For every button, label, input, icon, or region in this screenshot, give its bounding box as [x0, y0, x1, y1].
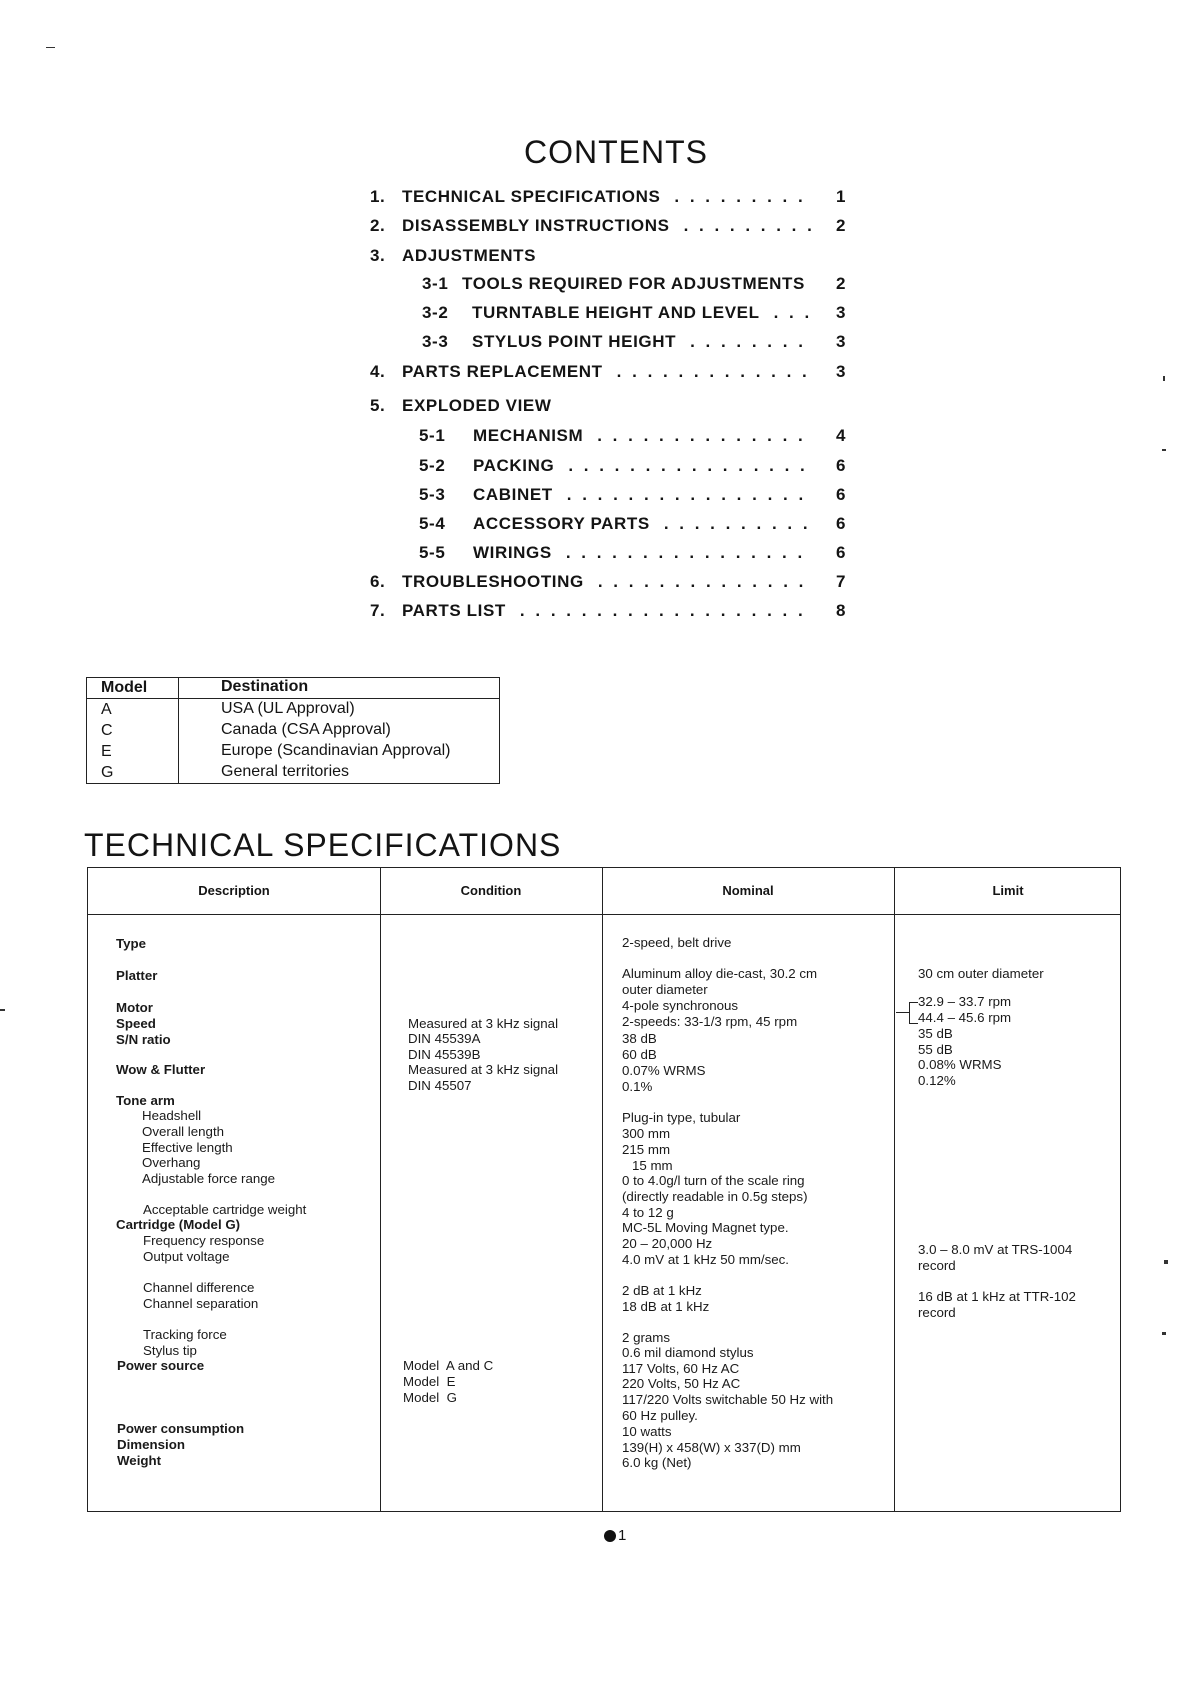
scan-speck — [1164, 1260, 1168, 1264]
spec-limit: 0.12% — [918, 1073, 956, 1088]
toc-entry-label: CABINET — [473, 485, 553, 504]
spec-description: Tracking force — [143, 1327, 227, 1342]
toc-entry-page: 3 — [835, 332, 846, 351]
spec-nominal: 2 grams — [622, 1330, 671, 1345]
spec-nominal: 6.0 kg (Net) — [622, 1455, 692, 1470]
spec-description: Channel separation — [143, 1296, 259, 1311]
model-cell: C — [101, 722, 113, 739]
toc-entry-label: WIRINGS — [473, 543, 552, 562]
toc-entry-number: 4. — [370, 362, 386, 381]
toc-entry — [370, 216, 846, 236]
toc-entry-label: TURNTABLE HEIGHT AND LEVEL — [472, 303, 760, 322]
spec-nominal: 18 dB at 1 kHz — [622, 1299, 710, 1314]
destination-cell: General territories — [221, 763, 350, 780]
destination-cell: Canada (CSA Approval) — [221, 721, 391, 738]
spec-nominal: 117/220 Volts switchable 50 Hz with — [622, 1392, 834, 1407]
spec-description: S/N ratio — [116, 1032, 171, 1047]
spec-condition: Model A and C — [403, 1358, 494, 1373]
spec-limit: 3.0 – 8.0 mV at TRS-1004 — [918, 1242, 1073, 1257]
spec-nominal: 215 mm — [622, 1142, 671, 1157]
toc-entry-number: 7. — [370, 601, 386, 620]
spec-nominal: 300 mm — [622, 1126, 671, 1141]
scan-speck — [1163, 376, 1165, 381]
spec-nominal: 60 Hz pulley. — [622, 1408, 698, 1423]
toc-entry — [422, 303, 846, 323]
toc-entry — [370, 246, 846, 266]
toc-entry-number: 3-2 — [422, 303, 449, 322]
contents-title: CONTENTS — [524, 134, 708, 170]
toc-leader-dots — [568, 456, 814, 476]
toc-entry — [370, 187, 846, 207]
spec-limit: 0.08% WRMS — [918, 1057, 1002, 1072]
toc-leader-dots — [774, 303, 814, 323]
spec-description: Weight — [117, 1453, 162, 1468]
spec-nominal: 2-speed, belt drive — [622, 935, 732, 950]
spec-limit: 55 dB — [918, 1042, 953, 1057]
spec-limit: record — [918, 1305, 956, 1320]
toc-entry-label: PACKING — [473, 456, 555, 475]
toc-entry-page: 6 — [835, 514, 846, 533]
spec-description: Power consumption — [117, 1421, 245, 1436]
toc-entry — [419, 426, 846, 446]
specifications-title: TECHNICAL SPECIFICATIONS — [84, 827, 562, 863]
toc-leader-dots — [664, 514, 814, 534]
spec-condition: DIN 45539A — [408, 1031, 481, 1046]
model-cell: E — [101, 743, 112, 760]
toc-entry-page: 4 — [835, 426, 846, 445]
spec-description: Headshell — [142, 1108, 202, 1123]
spec-description: Cartridge (Model G) — [116, 1217, 241, 1232]
spec-nominal: 0 to 4.0g/l turn of the scale ring — [622, 1173, 805, 1188]
toc-entry-page: 6 — [835, 485, 846, 504]
spec-nominal: 15 mm — [632, 1158, 673, 1173]
spec-limit: 16 dB at 1 kHz at TTR-102 — [918, 1289, 1076, 1304]
destination-header: Destination — [221, 678, 309, 695]
toc-entry-number: 5-2 — [419, 456, 446, 475]
model-table-divider — [178, 678, 179, 783]
spec-nominal: 60 dB — [622, 1047, 657, 1062]
spec-description: Acceptable cartridge weight — [143, 1202, 307, 1217]
column-divider — [602, 868, 603, 1511]
spec-nominal: 0.1% — [622, 1079, 653, 1094]
toc-entry-number: 6. — [370, 572, 386, 591]
spec-nominal: Plug-in type, tubular — [622, 1110, 741, 1125]
column-divider — [894, 868, 895, 1511]
toc-entry-label: EXPLODED VIEW — [402, 396, 552, 415]
destination-cell: Europe (Scandinavian Approval) — [221, 742, 451, 759]
scan-speck — [1162, 449, 1166, 451]
toc-entry-page: 2 — [835, 216, 846, 235]
toc-entry-page: 2 — [835, 274, 846, 293]
spec-nominal: 20 – 20,000 Hz — [622, 1236, 713, 1251]
scan-speck — [46, 47, 55, 48]
toc-entry-label: ADJUSTMENTS — [402, 246, 537, 265]
toc-entry-label: DISASSEMBLY INSTRUCTIONS — [402, 216, 670, 235]
toc-entry-page: 6 — [835, 543, 846, 562]
destination-cell: USA (UL Approval) — [221, 700, 355, 717]
speed-bracket-tick — [896, 1012, 909, 1013]
toc-entry-number: 2. — [370, 216, 386, 235]
spec-nominal: 38 dB — [622, 1031, 657, 1046]
toc-entry-label: TECHNICAL SPECIFICATIONS — [402, 187, 661, 206]
spec-description: Power source — [117, 1358, 205, 1373]
toc-entry-page: 3 — [835, 362, 846, 381]
toc-entry-label: MECHANISM — [473, 426, 584, 445]
specifications-table — [87, 867, 1121, 1512]
spec-description: Wow & Flutter — [116, 1062, 206, 1077]
spec-limit: record — [918, 1258, 956, 1273]
spec-description: Stylus tip — [143, 1343, 197, 1358]
toc-entry-number: 5. — [370, 396, 386, 415]
spec-nominal: outer diameter — [622, 982, 708, 997]
spec-description: Type — [116, 936, 147, 951]
model-cell: G — [101, 764, 114, 781]
spec-description: Platter — [116, 968, 158, 983]
condition-column-header: Condition — [460, 883, 522, 898]
toc-entry-label: TROUBLESHOOTING — [402, 572, 584, 591]
toc-entry — [422, 332, 846, 352]
spec-nominal: 4 to 12 g — [622, 1205, 674, 1220]
page-number-text: 1 — [618, 1527, 627, 1544]
toc-entry-page: 1 — [835, 187, 846, 206]
scan-speck — [1162, 1332, 1166, 1335]
toc-entry — [419, 543, 846, 563]
spec-limit: 32.9 – 33.7 rpm — [918, 994, 1012, 1009]
bullet-icon — [604, 1530, 616, 1542]
spec-nominal: 139(H) x 458(W) x 337(D) mm — [622, 1440, 801, 1455]
toc-leader-dots — [598, 572, 814, 592]
toc-entry-number: 5-1 — [419, 426, 446, 445]
toc-entry-label: PARTS LIST — [402, 601, 506, 620]
spec-description: Dimension — [117, 1437, 185, 1452]
spec-condition: DIN 45507 — [408, 1078, 472, 1093]
spec-nominal: 0.07% WRMS — [622, 1063, 706, 1078]
spec-description: Adjustable force range — [142, 1171, 276, 1186]
spec-condition: DIN 45539B — [408, 1047, 481, 1062]
spec-description: Overhang — [142, 1155, 201, 1170]
toc-entry — [422, 274, 846, 294]
spec-limit: 44.4 – 45.6 rpm — [918, 1010, 1012, 1025]
spec-description: Effective length — [142, 1140, 233, 1155]
spec-nominal: 220 Volts, 50 Hz AC — [622, 1376, 741, 1391]
toc-entry-number: 5-5 — [419, 543, 446, 562]
toc-leader-dots — [684, 216, 814, 236]
toc-entry-label: PARTS REPLACEMENT — [402, 362, 603, 381]
spec-condition: Measured at 3 kHz signal — [408, 1016, 559, 1031]
toc-entry-label: STYLUS POINT HEIGHT — [472, 332, 677, 351]
spec-nominal: (directly readable in 0.5g steps) — [622, 1189, 808, 1204]
spec-limit: 30 cm outer diameter — [918, 966, 1044, 981]
spec-nominal: 117 Volts, 60 Hz AC — [622, 1361, 740, 1376]
spec-nominal: 10 watts — [622, 1424, 672, 1439]
spec-nominal: 2-speeds: 33-1/3 rpm, 45 rpm — [622, 1014, 798, 1029]
toc-entry — [419, 514, 846, 534]
spec-description: Overall length — [142, 1124, 225, 1139]
toc-entry-page: 3 — [835, 303, 846, 322]
toc-entry-page: 8 — [835, 601, 846, 620]
spec-description: Motor — [116, 1000, 153, 1015]
limit-column-header: Limit — [992, 883, 1024, 898]
spec-condition: Measured at 3 kHz signal — [408, 1062, 559, 1077]
model-destination-table — [86, 677, 500, 784]
spec-description: Output voltage — [143, 1249, 230, 1264]
spec-description: Speed — [116, 1016, 156, 1031]
spec-description: Frequency response — [143, 1233, 265, 1248]
model-header: Model — [101, 679, 148, 696]
toc-entry-number: 3-3 — [422, 332, 449, 351]
spec-nominal: 0.6 mil diamond stylus — [622, 1345, 754, 1360]
toc-entry — [370, 362, 846, 382]
toc-leader-dots — [597, 426, 814, 446]
spec-description: Channel difference — [143, 1280, 255, 1295]
spec-nominal: 4.0 mV at 1 kHz 50 mm/sec. — [622, 1252, 790, 1267]
page-number — [604, 1527, 626, 1544]
header-divider — [88, 914, 1120, 915]
nominal-column-header: Nominal — [722, 883, 774, 898]
toc-entry — [419, 456, 846, 476]
spec-limit: 35 dB — [918, 1026, 953, 1041]
toc-leader-dots — [567, 485, 814, 505]
description-column-header: Description — [198, 883, 270, 898]
scan-speck — [0, 1009, 5, 1011]
toc-entry-number: 3. — [370, 246, 386, 265]
toc-entry-label: ACCESSORY PARTS — [473, 514, 650, 533]
toc-entry-number: 5-3 — [419, 485, 446, 504]
spec-nominal: MC-5L Moving Magnet type. — [622, 1220, 789, 1235]
toc-entry — [370, 601, 846, 621]
toc-leader-dots — [617, 362, 814, 382]
model-cell: A — [101, 701, 112, 718]
toc-entry — [419, 485, 846, 505]
toc-leader-dots — [674, 187, 814, 207]
toc-entry — [370, 572, 846, 592]
spec-condition: Model E — [403, 1374, 456, 1389]
toc-leader-dots — [520, 601, 814, 621]
spec-nominal: 4-pole synchronous — [622, 998, 739, 1013]
spec-nominal: Aluminum alloy die-cast, 30.2 cm — [622, 966, 818, 981]
toc-entry-page: 7 — [835, 572, 846, 591]
toc-entry-number: 1. — [370, 187, 386, 206]
toc-entry-label: TOOLS REQUIRED FOR ADJUSTMENTS — [462, 274, 805, 293]
toc-leader-dots — [566, 543, 814, 563]
toc-entry — [370, 396, 846, 416]
spec-condition: Model G — [403, 1390, 457, 1405]
toc-entry-number: 5-4 — [419, 514, 446, 533]
spec-description: Tone arm — [116, 1093, 175, 1108]
speed-bracket — [909, 1002, 918, 1024]
toc-entry-page: 6 — [835, 456, 846, 475]
toc-leader-dots — [690, 332, 814, 352]
column-divider — [380, 868, 381, 1511]
spec-nominal: 2 dB at 1 kHz — [622, 1283, 702, 1298]
toc-entry-number: 3-1 — [422, 274, 449, 293]
